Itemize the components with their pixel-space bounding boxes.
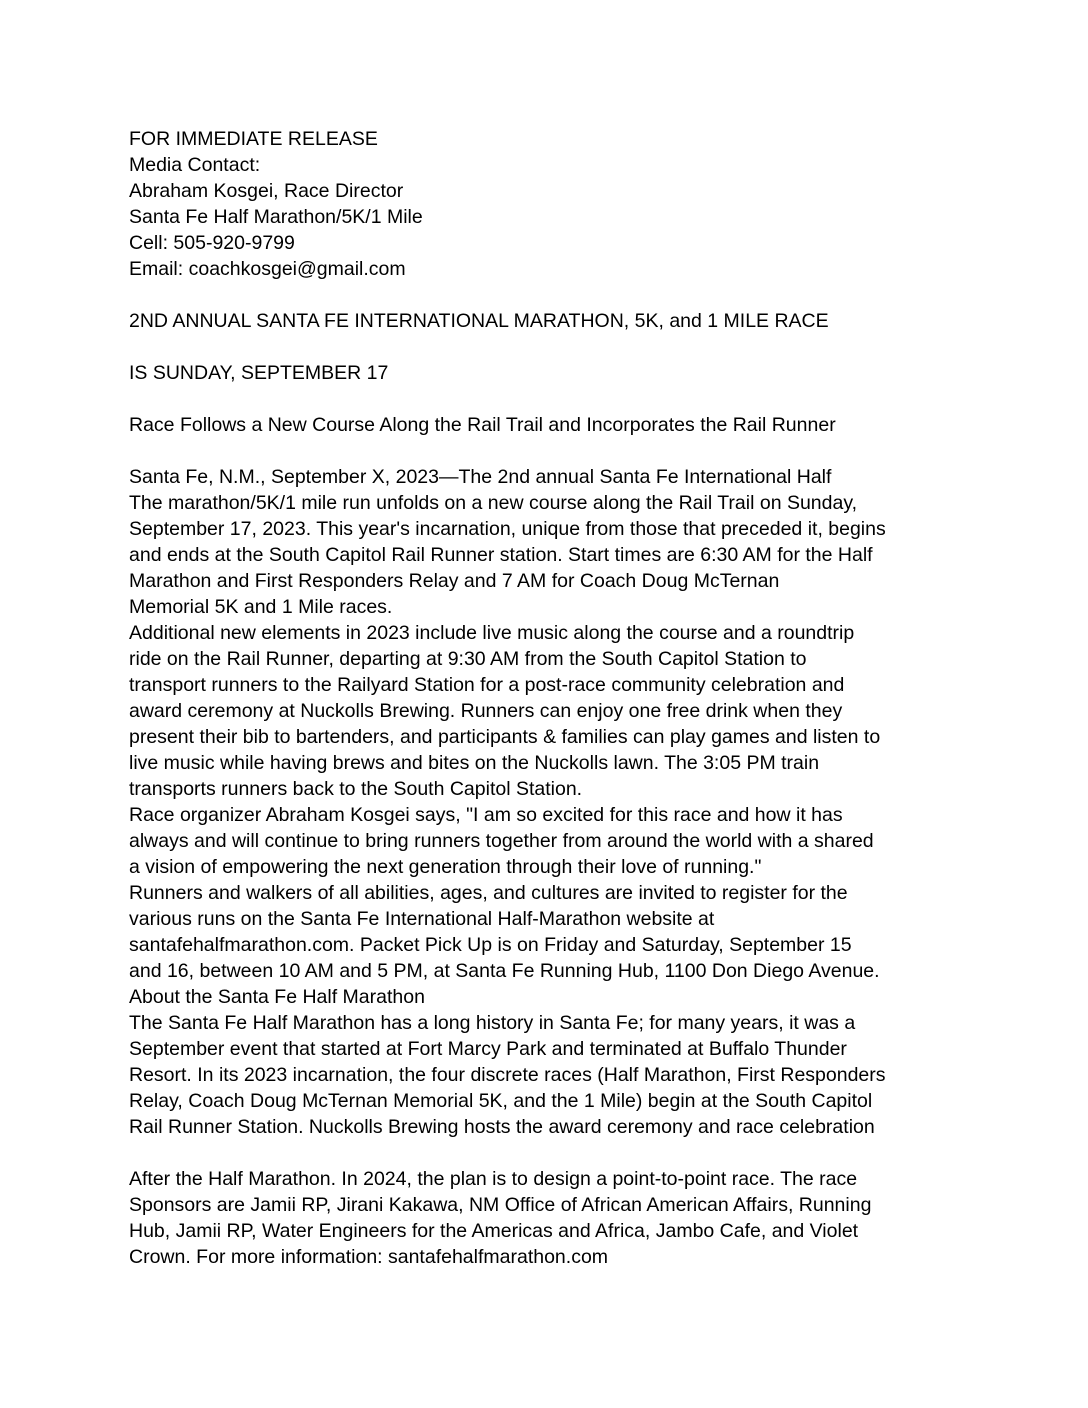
body-line: present their bib to bartenders, and participants & families can play games and listen to <box>129 726 881 748</box>
body-line: Additional new elements in 2023 include live music along the course and a roundtrip <box>129 622 855 644</box>
contact-line: Media Contact: <box>129 154 261 176</box>
body-line: September 17, 2023. This year's incarnation, unique from those that preceded it, begins <box>129 518 886 540</box>
body-line: transport runners to the Railyard Station for a post-race community celebration and <box>129 674 845 696</box>
body-line: and ends at the South Capitol Rail Runner station. Start times are 6:30 AM for the Half <box>129 544 873 566</box>
body-line: santafehalfmarathon.com. Packet Pick Up is on Friday and Saturday, September 15 <box>129 934 852 956</box>
body-line: and 16, between 10 AM and 5 PM, at Santa Fe Running Hub, 1100 Don Diego Avenue. <box>129 960 880 982</box>
contact-line: Email: coachkosgei@gmail.com <box>129 258 406 280</box>
body-line: various runs on the Santa Fe International Half-Marathon website at <box>129 908 715 930</box>
closing-line: After the Half Marathon. In 2024, the plan is to design a point-to-point race. The race <box>129 1168 858 1190</box>
contact-line: Cell: 505-920-9799 <box>129 232 295 254</box>
body-text-block <box>129 464 1028 1140</box>
contact-line: FOR IMMEDIATE RELEASE <box>129 128 378 150</box>
body-line: Marathon and First Responders Relay and 7 AM for Coach Doug McTernan <box>129 570 780 592</box>
body-line: September event that started at Fort Marcy Park and terminated at Buffalo Thunder <box>129 1038 847 1060</box>
subheadline-block <box>129 412 1028 438</box>
closing-line: Sponsors are Jamii RP, Jirani Kakawa, NM Office of African American Affairs, Running <box>129 1194 872 1216</box>
body-line: The Santa Fe Half Marathon has a long history in Santa Fe; for many years, it was a <box>129 1012 856 1034</box>
body-line: The marathon/5K/1 mile run unfolds on a new course along the Rail Trail on Sunday, <box>129 492 858 514</box>
headline-date-block <box>129 360 1028 386</box>
headline-block <box>129 308 1028 334</box>
body-line: Runners and walkers of all abilities, ages, and cultures are invited to register for the <box>129 882 848 904</box>
closing-line: Crown. For more information: santafehalfmarathon.com <box>129 1246 609 1268</box>
headline-text: 2ND ANNUAL SANTA FE INTERNATIONAL MARATHON, 5K, and 1 MILE RACE <box>129 310 829 332</box>
body-line: Relay, Coach Doug McTernan Memorial 5K, and the 1 Mile) begin at the South Capitol <box>129 1090 873 1112</box>
body-line: live music while having brews and bites on the Nuckolls lawn. The 3:05 PM train <box>129 752 820 774</box>
contact-line: Abraham Kosgei, Race Director <box>129 180 404 202</box>
body-line: transports runners back to the South Capitol Station. <box>129 778 583 800</box>
headline-date-text: IS SUNDAY, SEPTEMBER 17 <box>129 362 389 384</box>
closing-line: Hub, Jamii RP, Water Engineers for the Americas and Africa, Jambo Cafe, and Violet <box>129 1220 859 1242</box>
closing-paragraph-block <box>129 1166 1028 1270</box>
contact-line: Santa Fe Half Marathon/5K/1 Mile <box>129 206 423 228</box>
body-line: Race organizer Abraham Kosgei says, "I am so excited for this race and how it has <box>129 804 843 826</box>
body-line: award ceremony at Nuckolls Brewing. Runners can enjoy one free drink when they <box>129 700 843 722</box>
body-line: ride on the Rail Runner, departing at 9:30 AM from the South Capitol Station to <box>129 648 807 670</box>
body-line: always and will continue to bring runners together from around the world with a shared <box>129 830 874 852</box>
contact-block <box>129 126 1028 282</box>
body-line: Memorial 5K and 1 Mile races. <box>129 596 393 618</box>
body-line: Resort. In its 2023 incarnation, the four discrete races (Half Marathon, First Responders <box>129 1064 886 1086</box>
subheadline-text: Race Follows a New Course Along the Rail Trail and Incorporates the Rail Runner <box>129 414 836 436</box>
body-line: Rail Runner Station. Nuckolls Brewing hosts the award ceremony and race celebration <box>129 1116 875 1138</box>
body-line: About the Santa Fe Half Marathon <box>129 986 425 1008</box>
body-line: Santa Fe, N.M., September X, 2023—The 2nd annual Santa Fe International Half <box>129 466 832 488</box>
body-line: a vision of empowering the next generation through their love of running." <box>129 856 762 878</box>
